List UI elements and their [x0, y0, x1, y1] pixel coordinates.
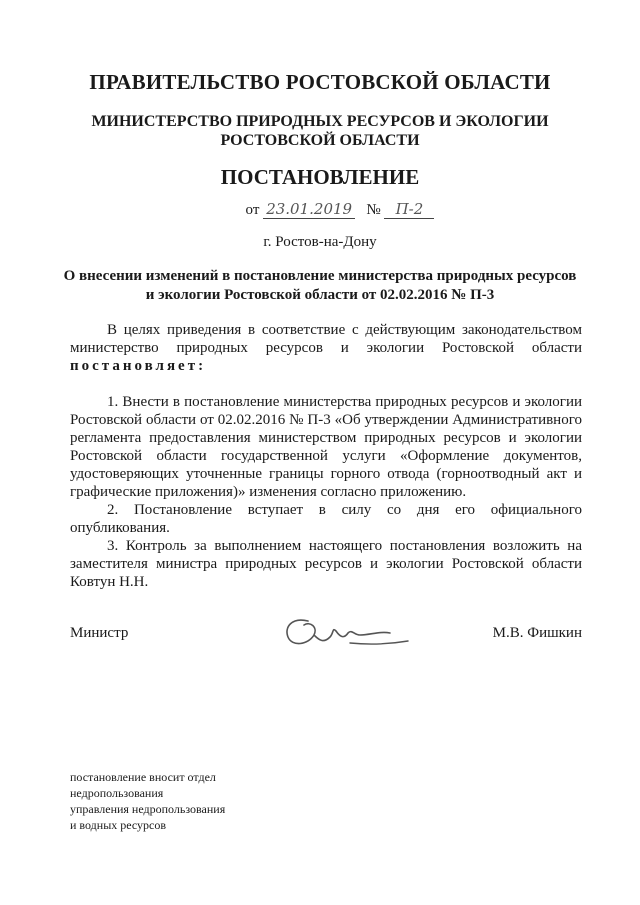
resolves-word: постановляет: [70, 358, 207, 374]
date-prefix: от [245, 202, 260, 218]
handwritten-date: 23.01.2019 [263, 200, 355, 219]
item-3: 3. Контроль за выполнением настоящего постановления возложить на заместителя министра природных ресурсов и экологии Ростовской области Ковтун Н.Н. [70, 538, 582, 590]
ministry-heading-line1: МИНИСТЕРСТВО ПРИРОДНЫХ РЕСУРСОВ И ЭКОЛОГИИ [91, 113, 549, 130]
signatory-name: М.В. Фишкин [492, 625, 582, 641]
footer-note [70, 769, 225, 833]
city-line: г. Ростов-на-Дону [263, 234, 377, 250]
signatory-title: Министр [70, 625, 129, 641]
number-prefix: № [366, 202, 381, 218]
intro-text: В целях приведения в соответствие с действующим законодательством министерство природных ресурсов и экологии Ростовской области [70, 322, 582, 356]
handwritten-signature [280, 613, 420, 658]
intro-paragraph [70, 321, 582, 375]
items-list [70, 393, 582, 591]
handwritten-number: П-2 [384, 200, 434, 219]
ministry-heading [0, 112, 640, 150]
date-number-line [20, 200, 640, 219]
government-heading: ПРАВИТЕЛЬСТВО РОСТОВСКОЙ ОБЛАСТИ [89, 70, 551, 94]
document-type-heading: ПОСТАНОВЛЕНИЕ [220, 165, 420, 189]
subject-line1: О внесении изменений в постановление министерства природных ресурсов [63, 268, 577, 284]
subject-heading [0, 267, 640, 305]
item-2: 2. Постановление вступает в силу со дня его официального опубликования. [70, 502, 582, 536]
footer-line: управления недропользования [70, 802, 226, 816]
footer-line: и водных ресурсов [70, 818, 167, 832]
item-1: 1. Внести в постановление министерства природных ресурсов и экологии Ростовской области от 02.02.2016 № П-3 «Об утверждении Административного регламента предоставления министерством природных ресурсов и экологии Ростовской области государственной услуги «Оформление документов, удостоверяющих уточненные границы горного отвода (горноотводный акт и графические приложения)» изменения согласно приложению. [70, 394, 582, 500]
ministry-heading-line2: РОСТОВСКОЙ ОБЛАСТИ [220, 132, 420, 149]
footer-line: постановление вносит отдел [70, 770, 216, 784]
footer-line: недропользования [70, 786, 164, 800]
subject-line2: и экологии Ростовской области от 02.02.2016 № П-3 [145, 287, 495, 303]
